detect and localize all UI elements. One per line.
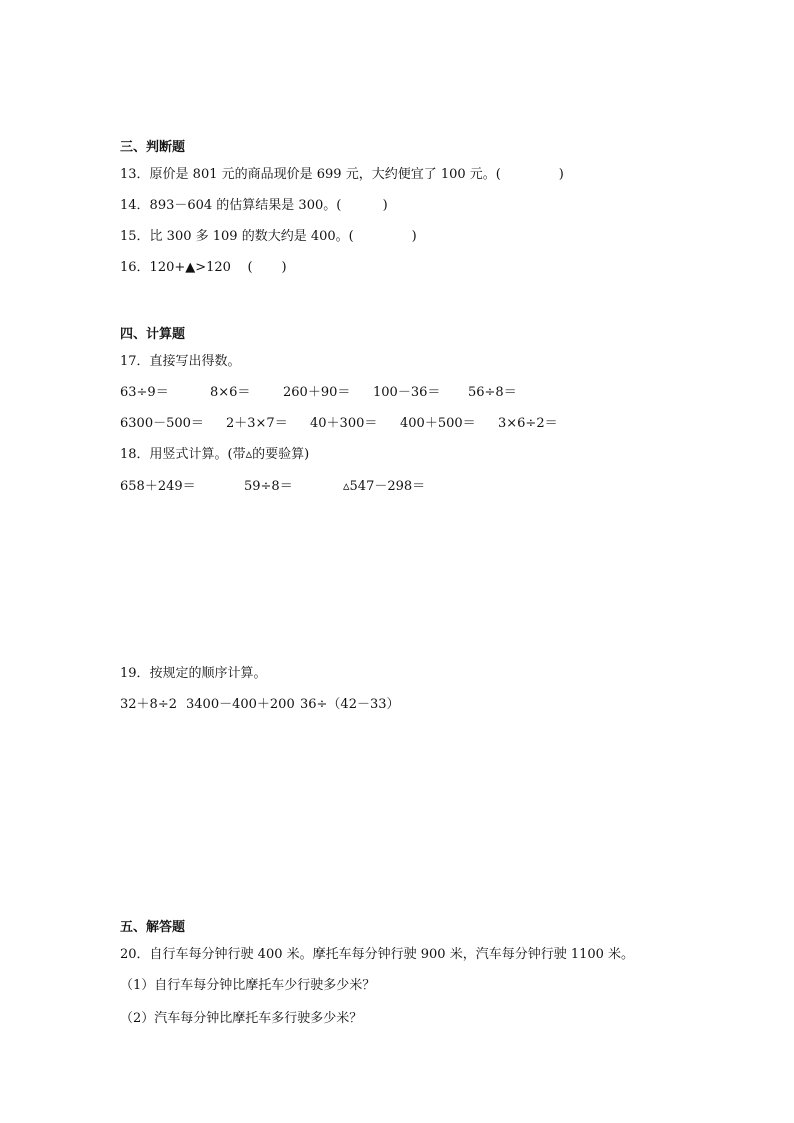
oral-item: 40＋300＝ [310, 416, 378, 431]
order-calc-item: 32＋8÷2 [120, 697, 177, 712]
vertical-calc-item: 59÷8＝ [244, 479, 293, 494]
vertical-calc-item: ▵547－298＝ [343, 479, 426, 494]
order-calc-item: 3400－400＋200 [186, 697, 295, 712]
oral-item: 400＋500＝ [400, 416, 476, 431]
oral-item: 6300－500＝ [120, 416, 204, 431]
oral-item: 260＋90＝ [283, 385, 351, 400]
section-4-title: 四、计算题 [120, 327, 186, 342]
question-13: 13．原价是 801 元的商品现价是 699 元，大约便宜了 100 元。( ) [120, 167, 564, 182]
question-20-sub-1: （1）自行车每分钟比摩托车少行驶多少米？ [120, 978, 376, 993]
oral-item: 8×6＝ [210, 385, 251, 400]
vertical-calc-item: 658＋249＝ [120, 479, 196, 494]
question-18-prompt: 18．用竖式计算。(带▵的要验算) [120, 447, 310, 462]
question-14: 14．893－604 的估算结果是 300。( ) [120, 198, 388, 213]
oral-item: 100－36＝ [373, 385, 441, 400]
question-20-prompt: 20．自行车每分钟行驶 400 米。摩托车每分钟行驶 900 米，汽车每分钟行驶 1100 米。 [120, 947, 635, 962]
section-3-title: 三、判断题 [120, 140, 186, 155]
oral-item: 63÷9＝ [120, 385, 169, 400]
oral-item: 3×6÷2＝ [498, 416, 558, 431]
oral-item: 2＋3×7＝ [226, 416, 288, 431]
oral-item: 56÷8＝ [468, 385, 517, 400]
question-19-prompt: 19．按规定的顺序计算。 [120, 666, 267, 681]
question-20-sub-2: （2）汽车每分钟比摩托车多行驶多少米？ [120, 1011, 363, 1026]
question-17-prompt: 17．直接写出得数。 [120, 354, 241, 369]
question-15: 15．比 300 多 109 的数大约是 400。( ) [120, 229, 417, 244]
order-calc-item: 36÷（42－33） [300, 697, 400, 712]
section-5-title: 五、解答题 [120, 920, 186, 935]
question-16: 16．120+▲>120 ( ) [120, 260, 287, 275]
